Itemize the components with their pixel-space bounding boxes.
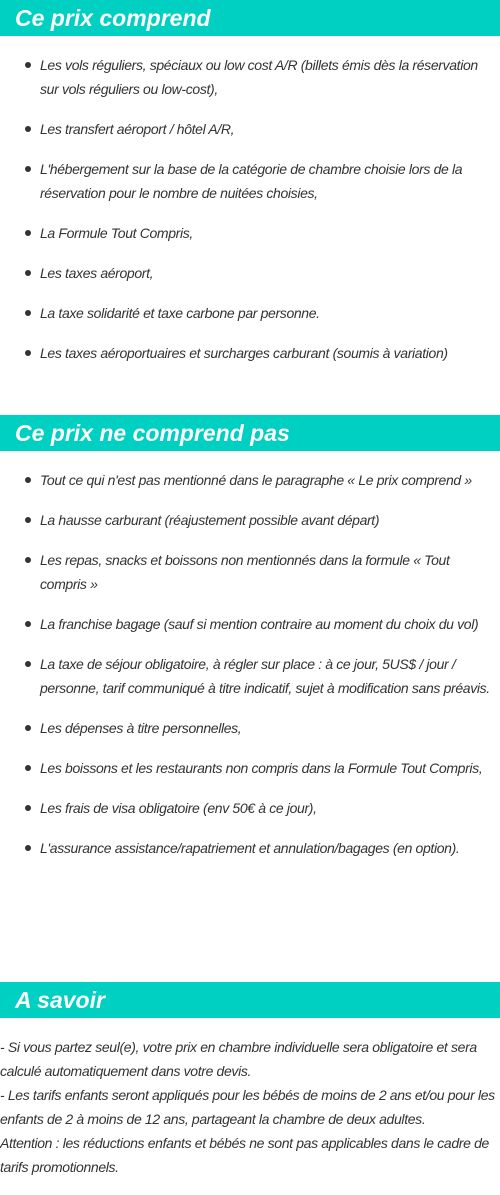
list-item (0, 716, 500, 740)
list-item (0, 261, 500, 285)
list-item-text: La taxe de séjour obligatoire, à régler sur place : à ce jour, 5US$ / jour / personne, tarif communiqué à titre indicatif, sujet à modification sans préavis. (40, 656, 490, 696)
list-item (0, 221, 500, 245)
list-item-text: La franchise bagage (sauf si mention contraire au moment du choix du vol) (40, 616, 479, 632)
list-item-text: Les repas, snacks et boissons non mentionnés dans la formule « Tout compris » (40, 552, 450, 592)
excludes-list (0, 468, 500, 876)
info-paragraph: - Les tarifs enfants seront appliqués pour les bébés de moins de 2 ans et/ou pour les enfants de 2 à moins de 12 ans, partageant la chambre de deux adultes. (0, 1087, 495, 1127)
list-item (0, 612, 500, 636)
list-item (0, 157, 500, 205)
list-item-text: Les dépenses à titre personnelles, (40, 720, 242, 736)
list-item (0, 548, 500, 596)
list-item (0, 508, 500, 532)
list-item-text: Tout ce qui n'est pas mentionné dans le paragraphe « Le prix comprend » (40, 472, 472, 488)
list-item-text: Les vols réguliers, spéciaux ou low cost A/R (billets émis dès la réservation sur vols réguliers ou low-cost), (40, 57, 478, 97)
info-paragraph: - Si vous partez seul(e), votre prix en chambre individuelle sera obligatoire et sera calculé automatiquement dans votre devis. (0, 1039, 477, 1079)
section-header-excludes: Ce prix ne comprend pas (0, 415, 500, 451)
section-header-info: A savoir (0, 982, 500, 1018)
info-paragraph: Attention : les réductions enfants et bébés ne sont pas applicables dans le cadre de tarifs promotionnels. (0, 1135, 489, 1175)
includes-list (0, 53, 500, 381)
list-item-text: La hausse carburant (réajustement possible avant départ) (40, 512, 380, 528)
list-item (0, 796, 500, 820)
list-item-text: Les taxes aéroport, (40, 265, 154, 281)
list-item-text: Les frais de visa obligatoire (env 50€ à ce jour), (40, 800, 317, 816)
list-item (0, 836, 500, 860)
list-item-text: La taxe solidarité et taxe carbone par personne. (40, 305, 320, 321)
list-item-text: Les taxes aéroportuaires et surcharges carburant (soumis à variation) (40, 345, 448, 361)
list-item (0, 117, 500, 141)
list-item-text: La Formule Tout Compris, (40, 225, 193, 241)
list-item (0, 756, 500, 780)
list-item-text: L'assurance assistance/rapatriement et annulation/bagages (en option). (40, 840, 460, 856)
list-item-text: Les transfert aéroport / hôtel A/R, (40, 121, 235, 137)
info-text (0, 1035, 500, 1179)
section-header-includes: Ce prix comprend (0, 0, 500, 36)
list-item (0, 301, 500, 325)
list-item-text: Les boissons et les restaurants non compris dans la Formule Tout Compris, (40, 760, 483, 776)
list-item (0, 468, 500, 492)
list-item (0, 341, 500, 365)
list-item (0, 652, 500, 700)
list-item (0, 53, 500, 101)
list-item-text: L'hébergement sur la base de la catégorie de chambre choisie lors de la réservation pour le nombre de nuitées choisies, (40, 161, 463, 201)
